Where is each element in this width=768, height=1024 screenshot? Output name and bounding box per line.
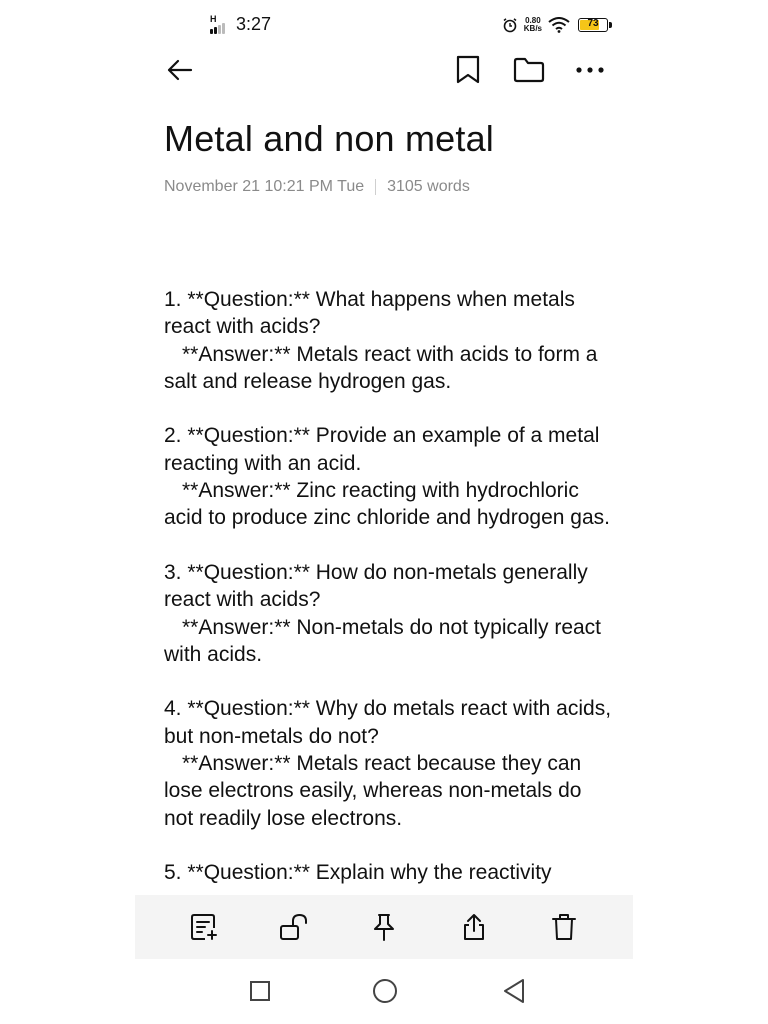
question-text: 4. **Question:** Why do metals react with acids, but non-metals do not?: [164, 697, 612, 748]
meta-divider: [375, 179, 376, 195]
qa-item: [164, 559, 614, 668]
question-text: 5. **Question:** Explain why the reactivity: [164, 861, 552, 885]
answer-text: **Answer:** Non-metals do not typically react with acids.: [164, 615, 602, 666]
pin-icon: [371, 912, 397, 942]
question-text: 1. **Question:** What happens when metals react with acids?: [164, 288, 575, 339]
question-text: 2. **Question:** Provide an example of a metal reacting with an acid.: [164, 424, 600, 475]
note-action-bar: [135, 895, 633, 959]
status-bar: [0, 0, 768, 50]
home-icon: [372, 978, 398, 1004]
bookmark-icon: [455, 55, 481, 85]
unlock-button[interactable]: [274, 907, 314, 947]
folder-icon: [513, 56, 545, 84]
recent-apps-button[interactable]: [243, 974, 277, 1008]
question-text: 3. **Question:** How do non-metals generally react with acids?: [164, 560, 588, 612]
more-options-button[interactable]: [572, 52, 608, 88]
note-date: November 21 10:21 PM Tue: [164, 178, 365, 195]
note-meta: [164, 178, 470, 196]
network-speed-value: 0.80: [525, 16, 541, 25]
system-nav-bar: [0, 960, 768, 1024]
back-button[interactable]: [162, 52, 198, 88]
checklist-icon: [190, 912, 218, 942]
battery-level: 73: [587, 18, 599, 29]
answer-text: **Answer:** Zinc reacting with hydrochloric acid to produce zinc chloride and hydrogen gas.: [164, 479, 610, 530]
qa-item: [164, 695, 614, 831]
wifi-icon: [548, 17, 570, 33]
status-indicators: [502, 14, 608, 36]
more-icon: [575, 65, 605, 75]
move-to-folder-button[interactable]: [511, 52, 547, 88]
network-type: H: [210, 14, 217, 24]
note-toolbar: [0, 52, 768, 92]
pin-button[interactable]: [364, 907, 404, 947]
share-button[interactable]: [454, 907, 494, 947]
answer-text: **Answer:** Metals react because they can lose electrons easily, whereas non-metals do not readily lose electrons.: [164, 752, 582, 830]
share-icon: [461, 912, 487, 942]
signal-icon: [208, 16, 232, 34]
qa-item: [164, 859, 614, 886]
network-speed-unit: KB/s: [523, 24, 542, 33]
note-title[interactable]: Metal and non metal: [164, 118, 494, 159]
battery-icon: [578, 18, 608, 32]
alarm-icon: [502, 17, 518, 33]
answer-text: **Answer:** Metals react with acids to form a salt and release hydrogen gas.: [164, 342, 598, 393]
recent-apps-icon: [249, 980, 271, 1002]
checklist-button[interactable]: [184, 907, 224, 947]
status-time: 3:27: [236, 14, 272, 34]
delete-icon: [551, 912, 577, 942]
network-speed: [524, 17, 542, 33]
nav-back-button[interactable]: [497, 974, 531, 1008]
qa-item: [164, 286, 614, 395]
unlock-icon: [279, 912, 309, 942]
nav-back-icon: [502, 978, 526, 1004]
qa-item: [164, 422, 614, 531]
back-arrow-icon: [165, 55, 195, 85]
bookmark-button[interactable]: [450, 52, 486, 88]
home-button[interactable]: [368, 974, 402, 1008]
note-word-count: 3105 words: [387, 178, 470, 195]
note-body[interactable]: [164, 286, 614, 894]
delete-button[interactable]: [544, 907, 584, 947]
